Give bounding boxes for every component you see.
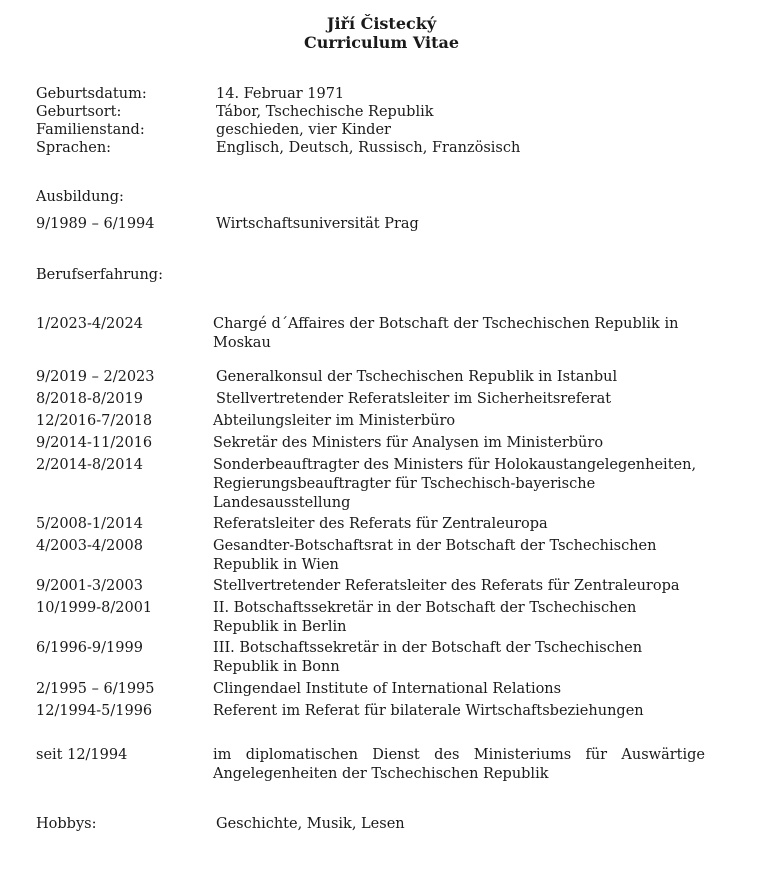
personal-label: Geburtsdatum: <box>36 86 147 102</box>
education-heading: Ausbildung: <box>36 189 124 205</box>
experience-description: II. Botschaftssekretär in der Botschaft der Tschechischen Republik in Berlin <box>213 600 637 635</box>
experience-description: Generalkonsul der Tschechischen Republik in Istanbul <box>216 369 618 385</box>
experience-description: Stellvertretender Referatsleiter im Sicherheitsreferat <box>216 391 612 407</box>
experience-since-description: im diplomatischen Dienst des Ministeriums für Auswärtige Angelegenheiten der Tschechischen Republik <box>213 747 705 782</box>
experience-period: 2/1995 – 6/1995 <box>36 681 155 697</box>
experience-description: III. Botschaftssekretär in der Botschaft der Tschechischen Republik in Bonn <box>213 640 643 675</box>
experience-description: Referatsleiter des Referats für Zentraleuropa <box>213 516 548 532</box>
cv-title: Curriculum Vitae <box>303 33 460 52</box>
experience-since-period: seit 12/1994 <box>36 747 128 763</box>
personal-label: Familienstand: <box>36 122 145 138</box>
experience-period: 5/2008-1/2014 <box>36 516 143 532</box>
experience-period: 8/2018-8/2019 <box>36 391 143 407</box>
experience-description: Stellvertretender Referatsleiter des Referats für Zentraleuropa <box>213 578 680 594</box>
personal-value: Tábor, Tschechische Republik <box>216 104 434 120</box>
personal-value: geschieden, vier Kinder <box>216 122 391 138</box>
experience-period: 2/2014-8/2014 <box>36 457 143 473</box>
experience-description: Sonderbeauftragter des Ministers für Holokaustangelegenheiten, Regierungsbeauftragter für Tschechisch-bayerische Landesausstellung <box>213 457 697 511</box>
experience-period: 1/2023-4/2024 <box>36 316 143 332</box>
experience-period: 9/2001-3/2003 <box>36 578 143 594</box>
experience-period: 9/2019 – 2/2023 <box>36 369 155 385</box>
experience-description: Abteilungsleiter im Ministerbüro <box>213 413 456 429</box>
experience-description: Gesandter-Botschaftsrat in der Botschaft der Tschechischen Republik in Wien <box>213 538 657 573</box>
experience-description: Sekretär des Ministers für Analysen im Ministerbüro <box>213 435 604 451</box>
education-period: 9/1989 – 6/1994 <box>36 216 155 232</box>
hobbies-label: Hobbys: <box>36 816 97 832</box>
experience-description: Referent im Referat für bilaterale Wirtschaftsbeziehungen <box>213 703 644 719</box>
personal-label: Geburtsort: <box>36 104 122 120</box>
experience-period: 6/1996-9/1999 <box>36 640 143 656</box>
experience-period: 9/2014-11/2016 <box>36 435 153 451</box>
experience-description: Chargé d´Affaires der Botschaft der Tschechischen Republik in Moskau <box>213 316 679 351</box>
personal-value: Englisch, Deutsch, Russisch, Französisch <box>216 140 521 156</box>
experience-period: 12/1994-5/1996 <box>36 703 153 719</box>
cv-name: Jiří Čistecký <box>326 14 437 33</box>
personal-value: 14. Februar 1971 <box>216 86 345 102</box>
education-description: Wirtschaftsuniversität Prag <box>216 216 419 232</box>
personal-label: Sprachen: <box>36 140 112 156</box>
experience-period: 4/2003-4/2008 <box>36 538 143 554</box>
experience-heading: Berufserfahrung: <box>36 267 163 283</box>
hobbies-value: Geschichte, Musik, Lesen <box>216 816 405 832</box>
experience-description: Clingendael Institute of International Relations <box>213 681 562 697</box>
experience-period: 12/2016-7/2018 <box>36 413 153 429</box>
experience-period: 10/1999-8/2001 <box>36 600 153 616</box>
